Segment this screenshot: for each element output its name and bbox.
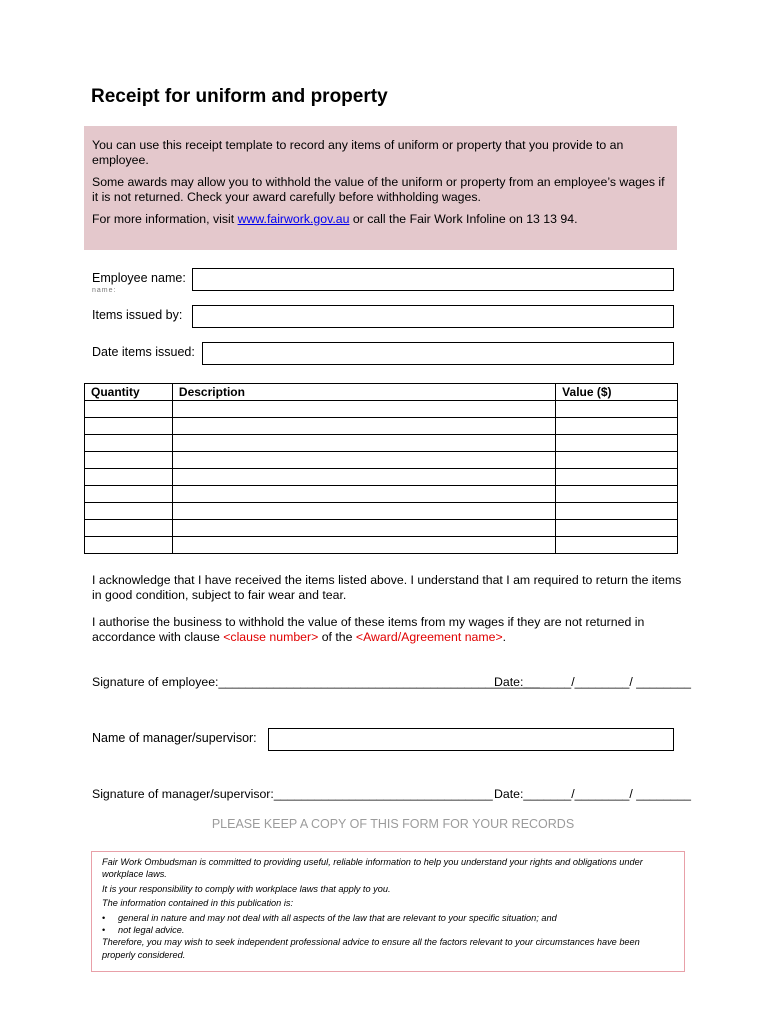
quantity-cell[interactable] (85, 503, 173, 520)
date-items-issued-field[interactable] (202, 342, 674, 365)
list-item-text: not legal advice. (118, 925, 185, 936)
page-title: Receipt for uniform and property (91, 86, 388, 107)
description-cell[interactable] (172, 503, 555, 520)
quantity-cell[interactable] (85, 537, 173, 554)
authorise-text-part: . (502, 629, 507, 644)
list-item (102, 924, 674, 936)
list-item (102, 912, 674, 924)
value-cell[interactable] (556, 520, 678, 537)
clause-number-placeholder: <clause number> (223, 629, 319, 644)
manager-signature-line[interactable]: Signature of manager/supervisor:________________________________ (92, 787, 493, 801)
quantity-cell[interactable] (85, 401, 173, 418)
value-cell[interactable] (556, 452, 678, 469)
info-paragraph-1: You can use this receipt template to record any items of uniform or property that you provide to an employee. (92, 138, 624, 167)
employee-signature-line[interactable]: Signature of employee:_______________________________________________ (92, 675, 540, 689)
description-cell[interactable] (172, 401, 555, 418)
disclaimer-list (102, 912, 674, 937)
description-cell[interactable] (172, 452, 555, 469)
table-row (85, 537, 678, 554)
info-text: For more information, visit (92, 212, 238, 226)
table-header-row (85, 384, 678, 401)
quantity-cell[interactable] (85, 520, 173, 537)
description-cell[interactable] (172, 469, 555, 486)
disclaimer-paragraph: Fair Work Ombudsman is committed to providing useful, reliable information to help you understand your rights and obligations under workplace laws. (102, 857, 643, 880)
table-row (85, 435, 678, 452)
bullet-icon: • (102, 912, 106, 923)
table-row (85, 486, 678, 503)
quantity-cell[interactable] (85, 452, 173, 469)
ghost-text: name: (92, 287, 117, 294)
description-cell[interactable] (172, 418, 555, 435)
disclaimer-paragraph: Therefore, you may wish to seek independent professional advice to ensure all the factors relevant to your circumstances have been properly considered. (102, 937, 640, 960)
list-item-text: general in nature and may not deal with all aspects of the law that are relevant to your specific situation; and (118, 912, 557, 923)
authorise-text-part: I authorise the business to withhold the value of these items from my wages if they are not returned in accordance with clause (92, 615, 645, 644)
table-row (85, 401, 678, 418)
table-row (85, 520, 678, 537)
quantity-cell[interactable] (85, 435, 173, 452)
bullet-icon: • (102, 925, 106, 936)
date-items-issued-label: Date items issued: (92, 345, 195, 359)
info-paragraph-2: Some awards may allow you to withhold the value of the uniform or property from an employee’s wages if it is not returned. Check your award carefully before withholding wages. (92, 175, 665, 204)
disclaimer-paragraph: It is your responsibility to comply with workplace laws that apply to you. (102, 883, 391, 894)
table-row (85, 503, 678, 520)
quantity-cell[interactable] (85, 418, 173, 435)
description-cell[interactable] (172, 520, 555, 537)
authorise-text-part: of the (318, 629, 356, 644)
value-cell[interactable] (556, 486, 678, 503)
award-name-placeholder: <Award/Agreement name> (355, 629, 503, 644)
employee-name-label: Employee name: (92, 271, 186, 285)
items-table (84, 383, 678, 554)
description-cell[interactable] (172, 537, 555, 554)
quantity-cell[interactable] (85, 486, 173, 503)
value-cell[interactable] (556, 537, 678, 554)
description-cell[interactable] (172, 486, 555, 503)
description-header: Description (172, 384, 555, 401)
keep-copy-notice: PLEASE KEEP A COPY OF THIS FORM FOR YOUR RECORDS (211, 817, 575, 831)
fairwork-link[interactable]: www.fairwork.gov.au (237, 212, 350, 226)
info-box (84, 126, 677, 250)
employee-date-line[interactable]: Date:_______/________/ ________ (494, 675, 691, 689)
table-row (85, 452, 678, 469)
authorise-text (92, 615, 682, 644)
description-cell[interactable] (172, 435, 555, 452)
table-row (85, 469, 678, 486)
items-issued-by-label: Items issued by: (92, 308, 183, 322)
value-cell[interactable] (556, 401, 678, 418)
value-cell[interactable] (556, 469, 678, 486)
manager-name-field[interactable] (268, 728, 674, 751)
quantity-header: Quantity (85, 384, 173, 401)
items-issued-by-field[interactable] (192, 305, 674, 328)
employee-name-field[interactable] (192, 268, 674, 291)
value-cell[interactable] (556, 503, 678, 520)
value-cell[interactable] (556, 435, 678, 452)
manager-name-label: Name of manager/supervisor: (92, 731, 257, 745)
quantity-cell[interactable] (85, 469, 173, 486)
disclaimer-box (91, 851, 685, 972)
value-cell[interactable] (556, 418, 678, 435)
info-paragraph-3 (92, 212, 669, 227)
disclaimer-paragraph: The information contained in this publication is: (102, 898, 294, 909)
info-text: or call the Fair Work Infoline on 13 13 94. (349, 212, 578, 226)
acknowledge-text: I acknowledge that I have received the items listed above. I understand that I am required to return the items in good condition, subject to fair wear and tear. (92, 573, 682, 602)
manager-date-line[interactable]: Date:_______/________/ ________ (494, 787, 691, 801)
table-row (85, 418, 678, 435)
value-header: Value ($) (556, 384, 678, 401)
